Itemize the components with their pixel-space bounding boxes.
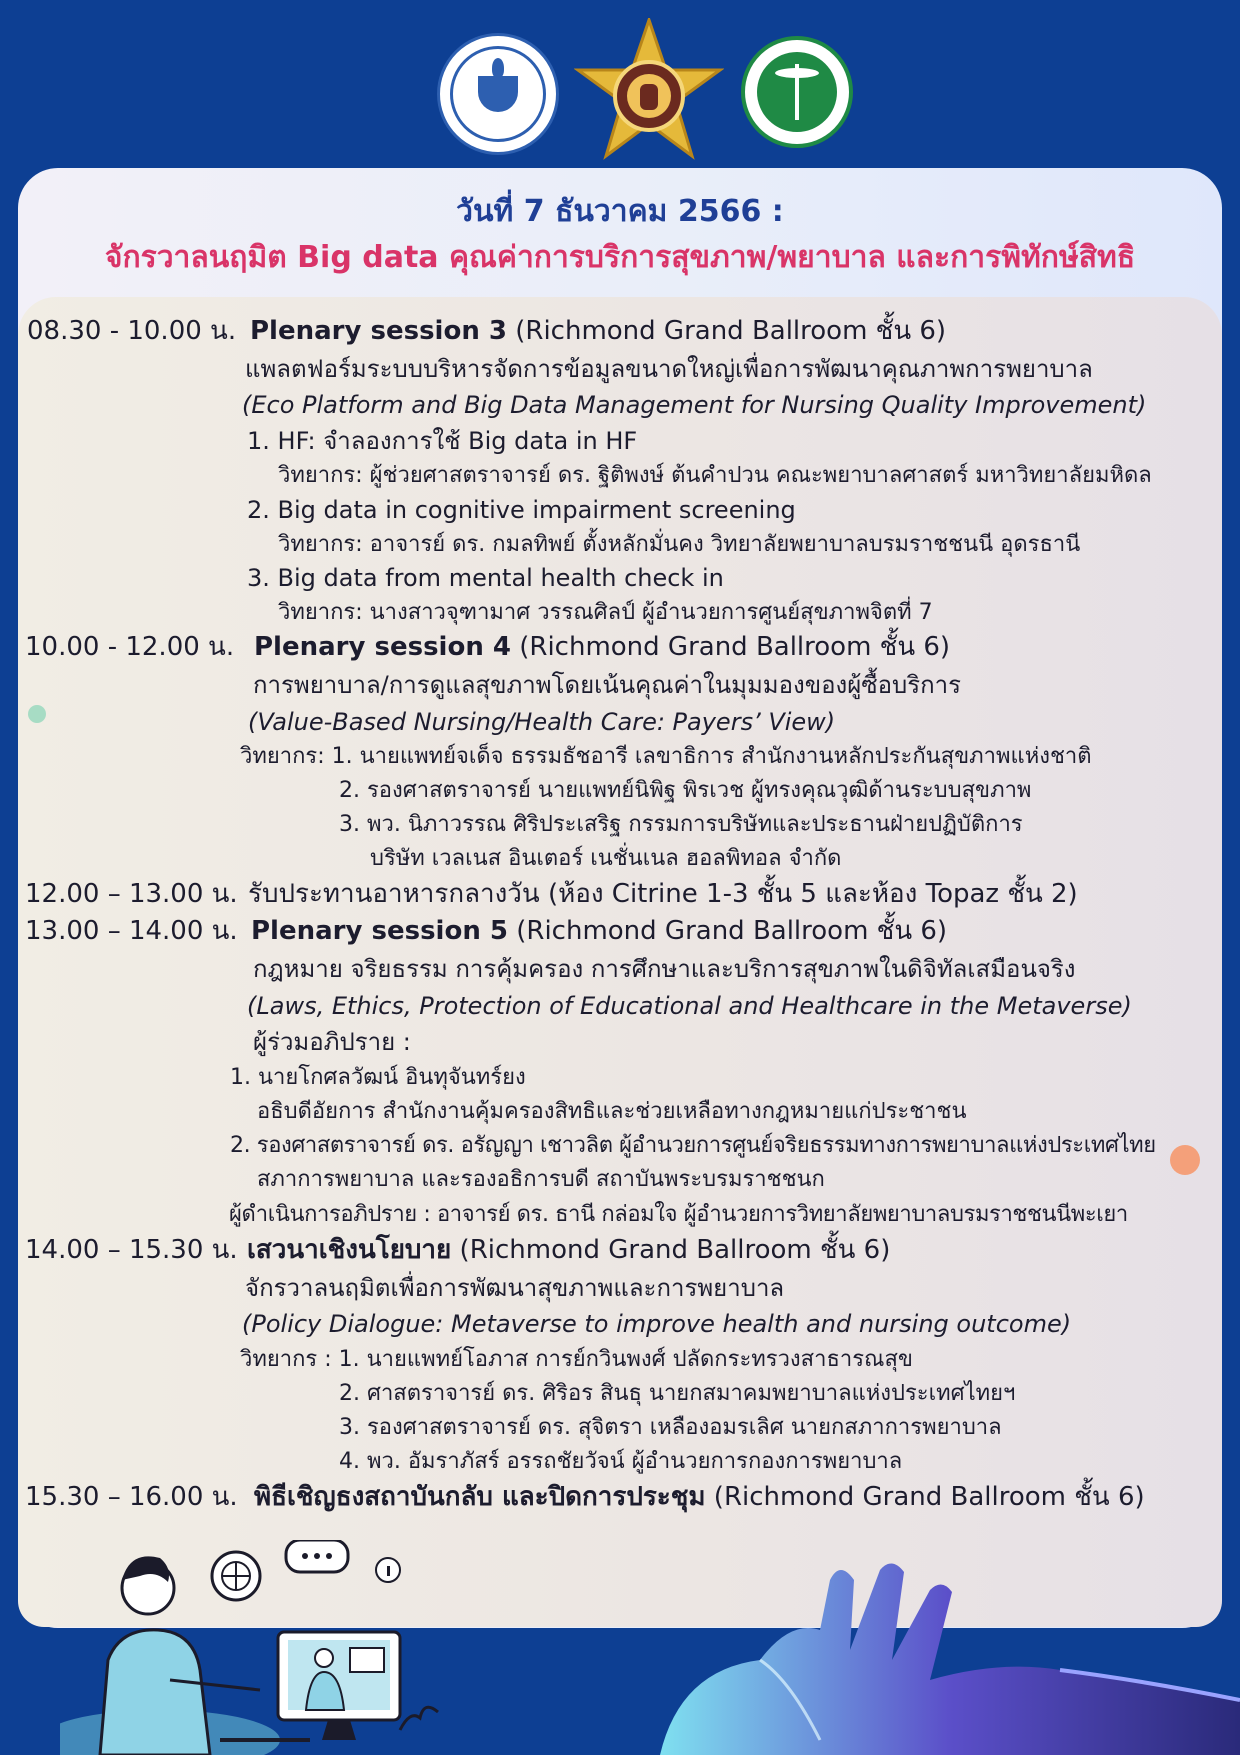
decorative-dot [28,705,46,723]
speaker-line: วิทยากร: ผู้ช่วยศาสตราจารย์ ดร. ฐิติพงษ์ ต้นคำปวน คณะพยาบาลศาสตร์ มหาวิทยาลัยมหิดล [278,463,1152,488]
panelist-line: สภาการพยาบาล และรองอธิการบดี สถาบันพระบรมราชชนก [257,1167,825,1192]
page-title-theme: จักรวาลนฤมิต Big data คุณค่าการบริการสุขภาพ/พยาบาล และการพิทักษ์สิทธิ [104,240,1136,275]
logo-row [0,18,1240,163]
agenda-item: 1. HF: จำลองการใช้ Big data in HF [247,427,638,455]
page-title-date: วันที่ 7 ธันวาคม 2566 : [456,194,784,229]
speaker-line: 3. พว. นิภาวรรณ ศิริประเสริฐ กรรมการบริษัทและประธานฝ่ายปฏิบัติการ [339,812,1023,837]
session-thai-title: จักรวาลนฤมิตเพื่อการพัฒนาสุขภาพและการพยาบาล [245,1274,785,1302]
lunch-break-text: รับประทานอาหารกลางวัน (ห้อง Citrine 1-3 ชั้น 5 และห้อง Topaz ชั้น 2) [248,879,1078,909]
speaker-line: 4. พว. อัมราภัสร์ อรรถชัยวัจน์ ผู้อำนวยการกองการพยาบาล [339,1449,903,1474]
panelist-line: อธิบดีอัยการ สำนักงานคุ้มครองสิทธิและช่วยเหลือทางกฎหมายแก่ประชาชน [257,1099,967,1124]
speaker-line: 2. ศาสตราจารย์ ดร. ศิริอร สินธุ นายกสมาคมพยาบาลแห่งประเทศไทยฯ [339,1381,1016,1406]
agenda-item: 2. Big data in cognitive impairment screening [247,496,796,524]
person-video-call-illustration [60,1540,500,1755]
nursing-association-star-logo [574,18,724,168]
session-english-title: (Value-Based Nursing/Health Care: Payers’ View) [248,708,836,736]
nursing-division-caduceus-logo [741,36,853,148]
speaker-line: วิทยากร: นางสาวจุฑามาศ วรรณศิลป์ ผู้อำนวยการศูนย์สุขภาพจิตที่ 7 [278,600,933,625]
session-time: 10.00 - 12.00 น. [25,632,235,662]
moderator-line: ผู้ดำเนินการอภิปราย : อาจารย์ ดร. ธานี กล่อมใจ ผู้อำนวยการวิทยาลัยพยาบาลบรมราชชนนีพะเยา [229,1202,1128,1227]
speaker-line: 3. รองศาสตราจารย์ ดร. สุจิตรา เหลืองอมรเลิศ นายกสภาการพยาบาล [339,1415,1002,1440]
session-title: Plenary session 3 (Richmond Grand Ballroom ชั้น 6) [250,316,947,346]
speaker-line: บริษัท เวลเนส อินเตอร์ เนชั่นเนล ฮอลพิทอล จำกัด [370,846,842,871]
session-title: พิธีเชิญธงสถาบันกลับ และปิดการประชุม (Richmond Grand Ballroom ชั้น 6) [254,1482,1145,1512]
session-time: 08.30 - 10.00 น. [27,316,237,346]
speaker-line: วิทยากร: อาจารย์ ดร. กมลทิพย์ ตั้งหลักมั่นคง วิทยาลัยพยาบาลบรมราชชนนี อุดรธานี [278,532,1081,557]
panelist-line: 2. รองศาสตราจารย์ ดร. อรัญญา เชาวลิต ผู้อำนวยการศูนย์จริยธรรมทางการพยาบาลแห่งประเทศไทย [230,1133,1156,1158]
session-thai-title: กฎหมาย จริยธรรม การคุ้มครอง การศึกษาและบริการสุขภาพในดิจิทัลเสมือนจริง [253,955,1076,983]
nursing-council-lamp-logo [437,33,559,155]
panelist-line: 1. นายโกศลวัฒน์ อินทุจันทร์ยง [230,1065,526,1090]
session-time: 13.00 – 14.00 น. [25,916,238,946]
session-time: 12.00 – 13.00 น. [25,879,238,909]
session-english-title: (Laws, Ethics, Protection of Educational and Healthcare in the Metaverse) [247,992,1132,1020]
agenda-item: 3. Big data from mental health check in [247,564,724,592]
decorative-dot [1170,1145,1200,1175]
speaker-line: วิทยากร: 1. นายแพทย์จเด็จ ธรรมธัชอารี เลขาธิการ สำนักงานหลักประกันสุขภาพแห่งชาติ [240,744,1092,769]
session-english-title: (Policy Dialogue: Metaverse to improve health and nursing outcome) [242,1310,1072,1338]
session-english-title: (Eco Platform and Big Data Management for Nursing Quality Improvement) [242,391,1147,419]
session-title: Plenary session 5 (Richmond Grand Ballroom ชั้น 6) [251,916,948,946]
session-time: 15.30 – 16.00 น. [25,1482,238,1512]
session-thai-title: แพลตฟอร์มระบบบริหารจัดการข้อมูลขนาดใหญ่เพื่อการพัฒนาคุณภาพการพยาบาล [245,355,1093,383]
session-title: Plenary session 4 (Richmond Grand Ballroom ชั้น 6) [254,632,951,662]
session-thai-title: การพยาบาล/การดูแลสุขภาพโดยเน้นคุณค่าในมุมมองของผู้ซื้อบริการ [253,671,962,699]
speaker-line: 2. รองศาสตราจารย์ นายแพทย์นิพิฐ พิรเวช ผู้ทรงคุณวุฒิด้านระบบสุขภาพ [339,778,1032,803]
speaker-line: วิทยากร : 1. นายแพทย์โอภาส การย์กวินพงศ์ ปลัดกระทรวงสาธารณสุข [240,1347,913,1372]
robot-hand-illustration [640,1560,1240,1755]
panel-label: ผู้ร่วมอภิปราย : [253,1028,411,1056]
session-title: เสวนาเชิงนโยบาย (Richmond Grand Ballroom ชั้น 6) [247,1235,891,1265]
session-time: 14.00 – 15.30 น. [25,1235,238,1265]
